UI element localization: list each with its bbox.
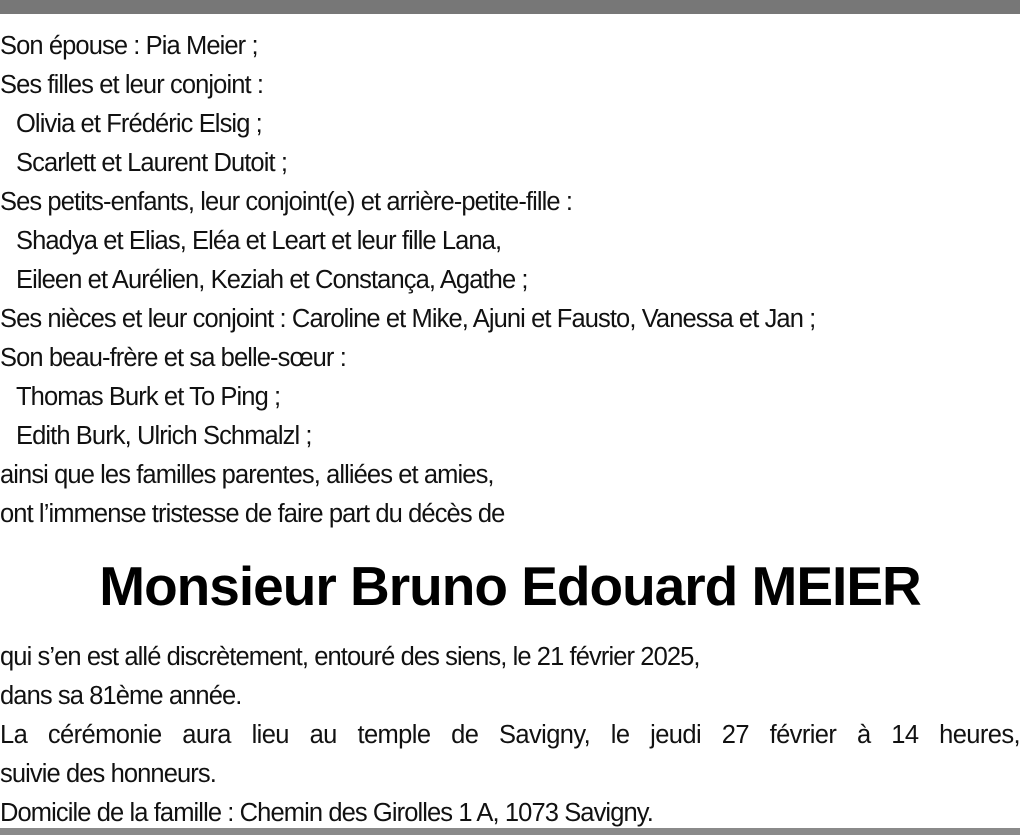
domicile-line: Domicile de la famille : Chemin des Girolles 1 A, 1073 Savigny. [0, 799, 653, 827]
top-rule [0, 0, 1020, 14]
grandchildren-line: Eileen et Aurélien, Keziah et Constança, Agathe ; [16, 266, 528, 294]
grandchildren-line: Shadya et Elias, Eléa et Leart et leur fille Lana, [16, 227, 502, 255]
nieces-line: Ses nièces et leur conjoint : Caroline et Mike, Ajuni et Fausto, Vanessa et Jan ; [0, 305, 816, 333]
extended-family-line: ainsi que les familles parentes, alliées et amies, [0, 461, 494, 489]
deceased-name: Monsieur Bruno Edouard MEIER [99, 555, 921, 617]
spouse-line: Son épouse : Pia Meier ; [0, 32, 258, 60]
announcement-line: ont l’immense tristesse de faire part du décès de [0, 500, 505, 528]
daughter-line: Scarlett et Laurent Dutoit ; [16, 149, 288, 177]
bottom-rule [0, 828, 1020, 835]
ceremony-line: La cérémonie aura lieu au temple de Savigny, le jeudi 27 février à 14 heures, [0, 721, 1020, 749]
daughter-line: Olivia et Frédéric Elsig ; [16, 110, 262, 138]
in-laws-heading: Son beau-frère et sa belle-sœur : [0, 344, 346, 372]
daughters-heading: Ses filles et leur conjoint : [0, 71, 264, 99]
honors-line: suivie des honneurs. [0, 760, 216, 788]
in-law-line: Thomas Burk et To Ping ; [16, 383, 281, 411]
age-line: dans sa 81ème année. [0, 682, 242, 710]
in-law-line: Edith Burk, Ulrich Schmalzl ; [16, 422, 312, 450]
obituary-notice [0, 27, 1020, 833]
grandchildren-heading: Ses petits-enfants, leur conjoint(e) et arrière-petite-fille : [0, 188, 573, 216]
passing-line: qui s’en est allé discrètement, entouré des siens, le 21 février 2025, [0, 643, 700, 671]
